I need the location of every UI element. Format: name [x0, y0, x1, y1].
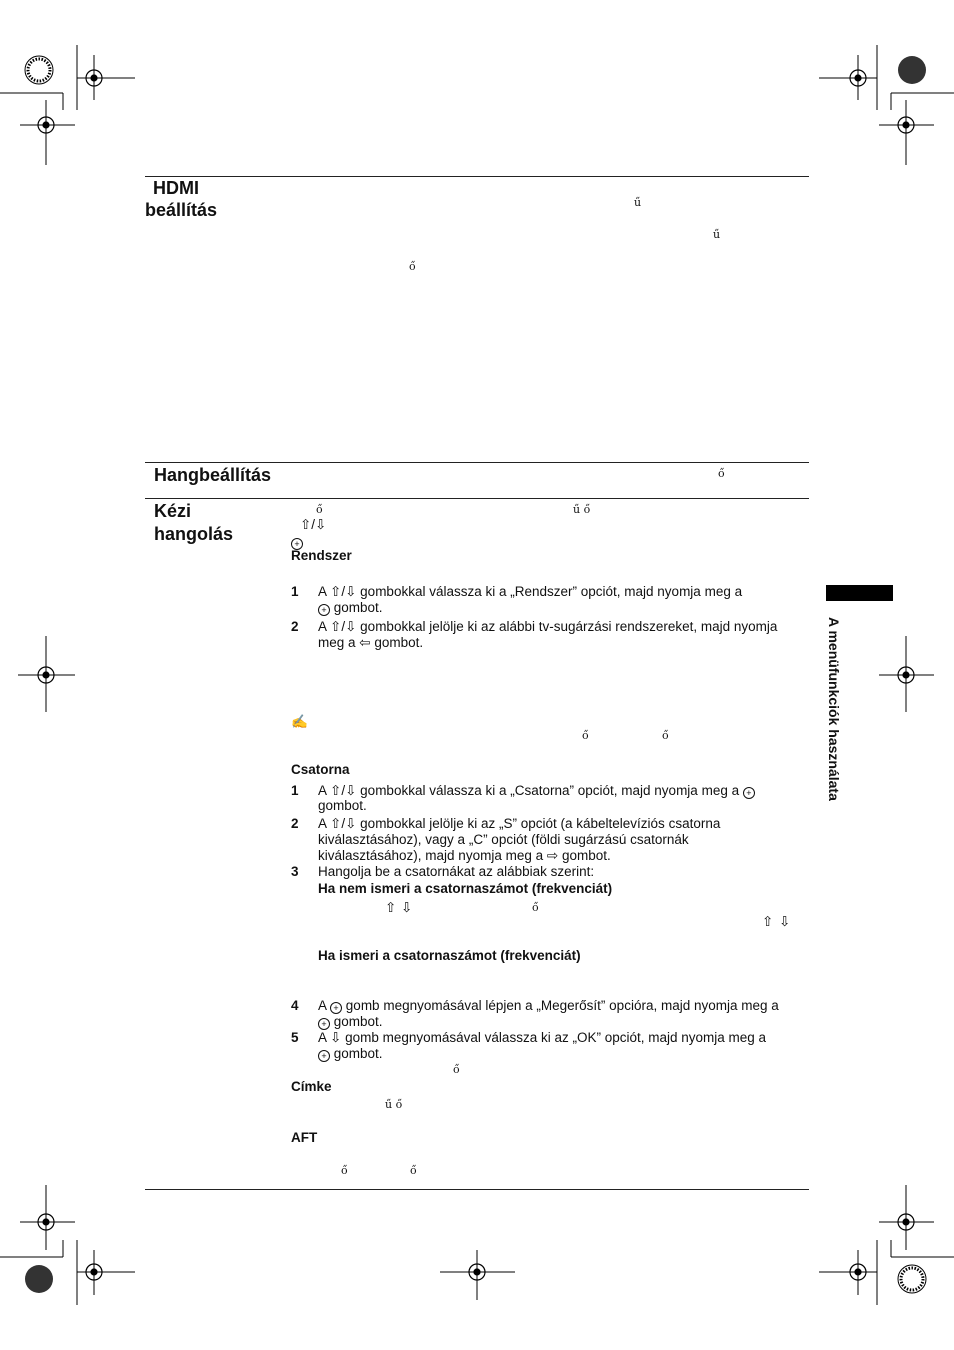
enter-button-icon: + [330, 1002, 342, 1014]
glyph-fragment: ő [410, 1164, 417, 1177]
step-number: 3 [291, 864, 299, 879]
rule-hang-top [145, 462, 809, 463]
csatorna-step2-line3: kiválasztásához), majd nyomja meg a ⇨ gombot. [318, 848, 611, 863]
up-arrow-icon: ⇧ [385, 900, 397, 915]
step-number: 2 [291, 816, 299, 831]
aft-heading: AFT [291, 1130, 318, 1145]
down-arrow-icon: ⇩ [401, 900, 413, 915]
csatorna-step4-line1: A + gomb megnyomásával lépjen a „Megerősít” opcióra, majd nyomja meg a [318, 998, 779, 1013]
csatorna-step1-line1: A ⇧/⇩ gombokkal válassza ki a „Csatorna” opciót, majd nyomja meg a + [318, 783, 755, 799]
csatorna-step2-line1: A ⇧/⇩ gombokkal jelölje ki az „S” opciót (a kábeltelevíziós csatorna [318, 816, 721, 831]
glyph-fragment: ő [453, 1063, 460, 1076]
step-number: 1 [291, 584, 299, 599]
csatorna-step5-line2: + gombot. [318, 1046, 383, 1062]
csatorna-step3-text: Hangolja be a csatornákat az alábbiak szerint: [318, 864, 595, 879]
csatorna-step1-line2: gombot. [318, 798, 367, 813]
glyph-fragment: ű ő [385, 1098, 403, 1111]
rendszer-heading: Rendszer [291, 548, 352, 563]
enter-button-icon: + [291, 534, 303, 550]
rendszer-step2-line1: A ⇧/⇩ gombokkal jelölje ki az alábbi tv-sugárzási rendszereket, majd nyomja [318, 619, 778, 634]
rule-top [145, 176, 809, 177]
note-icon: ✍ [291, 714, 308, 729]
csatorna-sub-unknown: Ha nem ismeri a csatornaszámot (frekvenciát) [318, 881, 613, 896]
enter-button-icon: + [318, 1050, 330, 1062]
kezi-title-line1: Kézi [154, 501, 192, 521]
right-arrow-icon: ⇨ [546, 848, 559, 863]
enter-button-icon: + [743, 787, 755, 799]
glyph-fragment: ő [532, 901, 539, 914]
side-tab-label: A menüfunkciók használata [826, 617, 842, 801]
up-arrow-icon: ⇧ [762, 914, 774, 929]
rendszer-step2-line2: meg a ⇦ gombot. [318, 635, 424, 650]
step-number: 1 [291, 783, 299, 798]
csatorna-sub-known: Ha ismeri a csatornaszámot (frekvenciát) [318, 948, 581, 963]
step-number: 5 [291, 1030, 299, 1045]
updown-arrows-icon: ⇧/⇩ [330, 783, 357, 798]
csatorna-step5-line1: A ⇩ gomb megnyomásával válassza ki az „OK” opciót, majd nyomja meg a [318, 1030, 767, 1045]
kezi-title-line2: hangolás [154, 524, 234, 544]
csatorna-heading: Csatorna [291, 762, 350, 777]
enter-button-icon: + [318, 604, 330, 616]
down-arrow-icon: ⇩ [779, 914, 791, 929]
glyph-fragment: ű ő [573, 503, 591, 516]
rendszer-step1-line2: + gombot. [318, 600, 383, 616]
down-arrow-icon: ⇩ [330, 1030, 342, 1045]
hdmi-title-line1: HDMI [153, 178, 199, 198]
glyph-fragment: ő [718, 467, 725, 480]
rule-bottom [145, 1189, 809, 1190]
step-number: 2 [291, 619, 299, 634]
glyph-fragment: ő [316, 503, 323, 516]
glyph-fragment: ű [713, 228, 721, 241]
updown-arrows-icon: ⇧/⇩ [330, 584, 357, 599]
hdmi-title-line2: beállítás [145, 200, 218, 220]
glyph-fragment: ő [662, 729, 669, 742]
glyph-fragment: ő [582, 729, 589, 742]
updown-arrows-icon: ⇧/⇩ [330, 619, 357, 634]
hang-title: Hangbeállítás [154, 465, 272, 485]
rendszer-step1-line1: A ⇧/⇩ gombokkal válassza ki a „Rendszer” opciót, majd nyomja meg a [318, 584, 743, 599]
enter-button-icon: + [318, 1018, 330, 1030]
updown-arrows-icon: ⇧/⇩ [330, 816, 357, 831]
updown-arrows-icon: ⇧/⇩ [300, 517, 327, 532]
left-arrow-icon: ⇦ [359, 635, 371, 650]
cimke-heading: Címke [291, 1079, 332, 1094]
glyph-fragment: ő [409, 260, 416, 273]
step-number: 4 [291, 998, 299, 1013]
csatorna-step2-line2: kiválasztásához), vagy a „C” opciót (földi sugárzású csatornák [318, 832, 689, 847]
rule-kezi-top [145, 498, 809, 499]
side-tab-marker [826, 585, 893, 601]
csatorna-step4-line2: + gombot. [318, 1014, 383, 1030]
glyph-fragment: ű [634, 196, 642, 209]
glyph-fragment: ő [341, 1164, 348, 1177]
